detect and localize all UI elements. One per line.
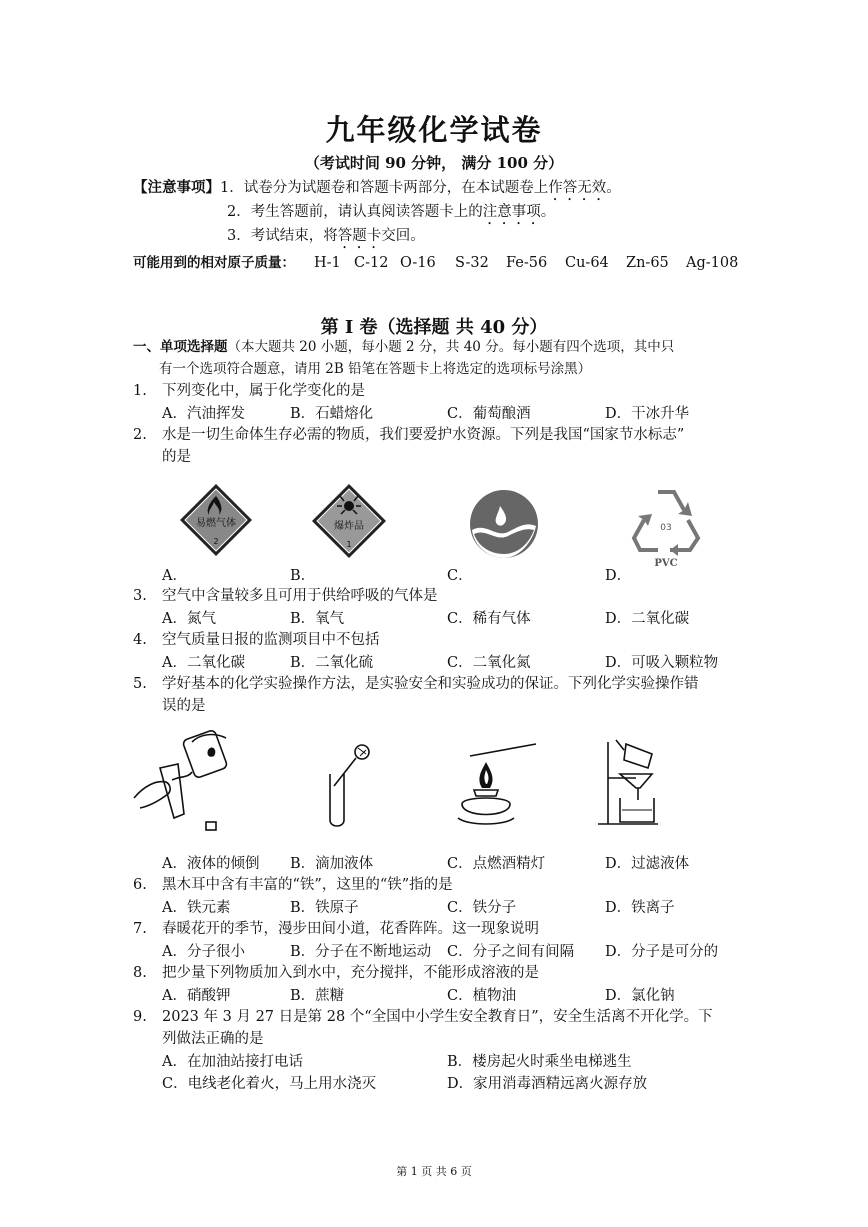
alcohol-lamp-illustration (452, 740, 542, 828)
q3-option-b: B．氧气 (290, 611, 345, 627)
q4-option-a: A．二氧化碳 (162, 655, 245, 671)
notice-block (133, 177, 621, 204)
q9-stem-cont: 列做法正确的是 (162, 1031, 264, 1047)
recycling-pvc-sign (628, 486, 704, 568)
q9-stem: 2023 年 3 月 27 日是第 28 个“全国中小学生安全教育日”，安全生活离不开化学。下 (162, 1009, 713, 1025)
q2-stem: 水是一切生命体生存必需的物质，我们要爱护水资源。下列是我国“国家节水标志” (162, 427, 685, 443)
q5-stem: 学好基本的化学实验操作方法，是实验安全和实验成功的保证。下列化学实验操作错 (162, 676, 699, 692)
flammable-gas-label: 易燃气体 (196, 518, 236, 529)
q9-number: 9. (133, 1009, 147, 1025)
q7-stem: 春暖花开的季节，漫步田间小道，花香阵阵。这一现象说明 (162, 921, 539, 937)
q6-stem: 黑木耳中含有丰富的“铁”，这里的“铁”指的是 (162, 877, 453, 893)
q4-option-d: D．可吸入颗粒物 (605, 655, 719, 671)
q3-number: 3. (133, 588, 147, 604)
q3-option-a: A．氮气 (162, 611, 216, 627)
q7-option-b: B．分子在不断地运动 (290, 944, 432, 960)
exam-info: （考试时间 90 分钟， 满分 100 分） (304, 154, 564, 172)
q3-option-d: D．二氧化碳 (605, 611, 690, 627)
atomic-mass-o: O-16 (400, 255, 436, 271)
q2-option-c: C． (447, 568, 473, 584)
q1-option-a: A．汽油挥发 (162, 406, 245, 422)
dropper-illustration (320, 740, 376, 830)
section-title: 第 I 卷（选择题 共 40 分） (320, 317, 548, 338)
q9-option-d: D．家用消毒酒精远离火源存放 (447, 1076, 648, 1092)
q5-option-c: C．点燃酒精灯 (447, 856, 546, 872)
atomic-mass-h: H-1 (314, 255, 341, 271)
q9-option-b: B．楼房起火时乘坐电梯逃生 (447, 1054, 632, 1070)
q4-number: 4. (133, 632, 147, 648)
q6-option-c: C．铁分子 (447, 900, 517, 916)
atomic-mass-s: S-32 (455, 255, 489, 271)
recycling-material: PVC (654, 558, 678, 568)
q6-option-d: D．铁离子 (605, 900, 675, 916)
q7-option-d: D．分子是可分的 (605, 944, 719, 960)
q8-option-b: B．蔗糖 (290, 988, 345, 1004)
q5-number: 5. (133, 676, 147, 692)
atomic-mass-fe: Fe-56 (506, 255, 548, 271)
flammable-gas-class: 2 (213, 537, 219, 546)
q7-number: 7. (133, 921, 147, 937)
notice-label: 【注意事项】 (133, 179, 220, 196)
q4-option-c: C．二氧化氮 (447, 655, 531, 671)
q1-option-d: D．干冰升华 (605, 406, 690, 422)
q1-number: 1. (133, 383, 147, 399)
notice-item-2: 2．考生答题前，请认真阅读答题卡上的注意事项。 (227, 204, 556, 220)
q5-option-d: D．过滤液体 (605, 856, 690, 872)
flammable-gas-sign (178, 482, 254, 558)
q8-option-c: C．植物油 (447, 988, 517, 1004)
filtration-illustration (596, 738, 668, 830)
q9-option-a: A．在加油站接打电话 (162, 1054, 303, 1070)
q5-stem-cont: 误的是 (162, 698, 206, 714)
q5-option-b: B．滴加液体 (290, 856, 374, 872)
part1-heading: 一、单项选择题（本大题共 20 小题，每小题 2 分，共 40 分。每小题有四个选项，其中只 (133, 339, 675, 355)
q4-stem: 空气质量日报的监测项目中不包括 (162, 632, 380, 648)
atomic-mass-label: 可能用到的相对原子质量： (133, 255, 295, 271)
q9-option-c: C．电线老化着火，马上用水浇灭 (162, 1076, 377, 1092)
q7-option-a: A．分子很小 (162, 944, 245, 960)
q2-number: 2. (133, 427, 147, 443)
atomic-mass-c: C-12 (354, 255, 389, 271)
q6-option-b: B．铁原子 (290, 900, 359, 916)
notice-item-1: 1．试卷分为试题卷和答题卡两部分，在本试题卷上作答无效。 (220, 180, 621, 196)
q8-option-d: D．氯化钠 (605, 988, 675, 1004)
q7-option-c: C．分子之间有间隔 (447, 944, 575, 960)
q6-number: 6. (133, 877, 147, 893)
page-footer: 第 1 页 共 6 页 (396, 1165, 472, 1178)
q2-option-a: A． (162, 568, 187, 584)
explosive-class: 1 (346, 540, 352, 549)
q2-stem-cont: 的是 (162, 449, 191, 465)
water-saving-sign (468, 488, 540, 560)
pouring-liquid-illustration (130, 728, 242, 832)
q8-number: 8. (133, 965, 147, 981)
q1-stem: 下列变化中，属于化学变化的是 (162, 383, 365, 399)
q2-option-d: D． (605, 568, 632, 584)
q3-stem: 空气中含量较多且可用于供给呼吸的气体是 (162, 588, 438, 604)
explosive-label: 爆炸品 (334, 521, 364, 532)
q5-option-a: A．液体的倾倒 (162, 856, 260, 872)
atomic-mass-cu: Cu-64 (565, 255, 609, 271)
atomic-mass-ag: Ag-108 (686, 255, 739, 271)
q6-option-a: A．铁元素 (162, 900, 231, 916)
part1-desc: 有一个选项符合题意，请用 2B 铅笔在答题卡上将选定的选项标号涂黑） (159, 361, 592, 377)
q8-stem: 把少量下列物质加入到水中，充分搅拌，不能形成溶液的是 (162, 965, 539, 981)
atomic-mass-zn: Zn-65 (626, 255, 669, 271)
q1-option-c: C．葡萄酿酒 (447, 406, 531, 422)
recycling-code: 03 (660, 523, 672, 533)
q2-option-b: B． (290, 568, 316, 584)
q1-option-b: B．石蜡熔化 (290, 406, 374, 422)
page-title: 九年级化学试卷 (325, 113, 543, 147)
q4-option-b: B．二氧化硫 (290, 655, 374, 671)
explosive-sign (310, 482, 388, 560)
q3-option-c: C．稀有气体 (447, 611, 531, 627)
q8-option-a: A．硝酸钾 (162, 988, 231, 1004)
notice-item-3: 3．考试结束，将答题卡交回。 (227, 228, 425, 244)
